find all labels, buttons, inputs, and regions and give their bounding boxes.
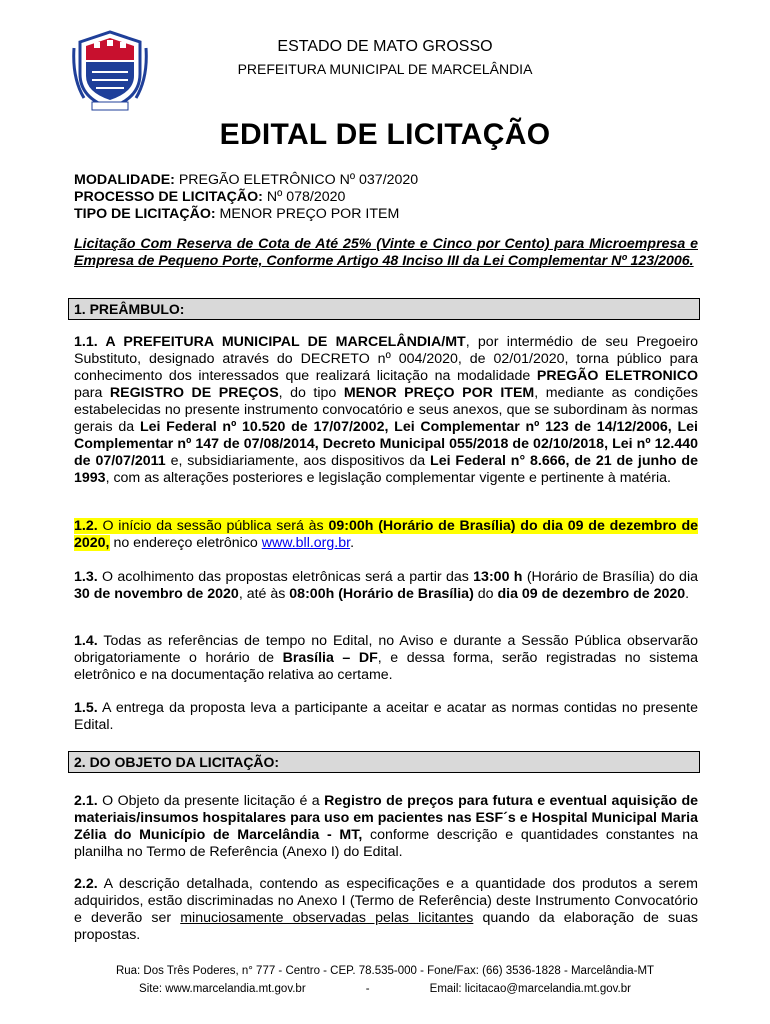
p13-text: (Horário de Brasília) do dia	[522, 569, 698, 585]
p11-tipo: MENOR PREÇO POR ITEM	[343, 385, 535, 401]
prefeitura-heading: PREFEITURA MUNICIPAL DE MARCELÂNDIA	[237, 61, 533, 77]
p13-text: , até às	[238, 586, 290, 602]
p22-underlined: minuciosamente observadas pelas licitantes	[180, 910, 474, 926]
paragraph-2-1	[74, 793, 698, 861]
processo-value: Nº 078/2020	[262, 189, 346, 205]
p14-number: 1.4.	[74, 633, 98, 649]
p11-text: , mediante as condições estabelecidas no presente instrumento convocatório e seus anexos, que se subordinam às normas gerais da	[74, 385, 698, 435]
footer-email: Email: licitacao@marcelandia.mt.gov.br	[429, 983, 631, 995]
section-heading-preambulo: 1. PREÂMBULO:	[68, 298, 700, 320]
p12-text: no endereço eletrônico	[109, 535, 262, 551]
modalidade-value: PREGÃO ELETRÔNICO Nº 037/2020	[174, 172, 419, 188]
paragraph-1-2	[74, 518, 698, 552]
p21-object: Registro de preços para futura e eventual aquisição de materiais/insumos hospitalares para uso em pacientes nas ESF´s e Hospital Municipal Maria Zélia do Município de Marcelândia - MT,	[74, 793, 699, 843]
paragraph-1-5	[74, 700, 698, 734]
p12-text: .	[350, 535, 355, 551]
footer-separator: -	[365, 983, 370, 995]
p11-registro: REGISTRO DE PREÇOS	[109, 385, 279, 401]
p15-number: 1.5.	[74, 700, 98, 716]
p21-text: conforme descrição e quantidades constantes na planilha no Termo de Referência (Anexo I) do Edital.	[74, 827, 699, 860]
p11-text: para	[74, 385, 110, 401]
p13-time: 13:00 h	[473, 569, 523, 585]
p13-text: O acolhimento das propostas eletrônicas será a partir das	[97, 569, 474, 585]
paragraph-1-4	[74, 633, 698, 684]
p14-text: , e dessa forma, serão registradas no sistema eletrônico e na documentação relativa ao certame.	[74, 650, 698, 683]
p11-text: , por intermédio de seu Pregoeiro Substituto, designado através do DECRETO nº 004/2020, de 02/01/2020, torna público para conhecimento dos interessados que realizará licitação na modalidade	[74, 334, 698, 384]
p13-time: 08:00h (Horário de Brasília)	[289, 586, 474, 602]
p21-text: O Objeto da presente licitação é a	[97, 793, 325, 809]
tipo-value: MENOR PREÇO POR ITEM	[215, 206, 400, 222]
procurement-metadata	[74, 172, 698, 223]
section-heading-objeto: 2. DO OBJETO DA LICITAÇÃO:	[68, 751, 700, 773]
p22-number: 2.2.	[74, 876, 98, 892]
state-heading: ESTADO DE MATO GROSSO	[277, 38, 493, 55]
p13-text: .	[685, 586, 690, 602]
paragraph-1-1	[74, 334, 698, 487]
tipo-line	[74, 206, 698, 223]
p11-laws: Lei Federal nº 10.520 de 17/07/2002, Lei Complementar nº 123 de 14/12/2006, Lei Complementar nº 147 de 07/08/2014, Decreto Municipal 055/2018 de 02/10/2018, Lei nº 12.440 de 07/07/2011	[74, 419, 699, 469]
paragraph-2-2	[74, 876, 698, 944]
p12-session-time: 09:00h (Horário de Brasília) do dia 09 de dezembro de 2020,	[74, 518, 698, 551]
modalidade-line	[74, 172, 698, 189]
footer-site: Site: www.marcelandia.mt.gov.br	[139, 983, 306, 995]
p12-number: 1.2.	[74, 518, 98, 534]
p11-text: e, subsidiariamente, aos dispositivos da	[165, 453, 431, 469]
tipo-label: TIPO DE LICITAÇÃO:	[74, 206, 216, 222]
p22-text: quando da elaboração de suas propostas.	[74, 910, 698, 943]
p15-text: A entrega da proposta leva a participante a aceitar e acatar as normas contidas no presente Edital.	[74, 700, 698, 733]
p21-number: 2.1.	[74, 793, 98, 809]
p14-text: Todas as referências de tempo no Edital, no Aviso e durante a Sessão Pública observarão obrigatoriamente o horário de	[74, 633, 698, 666]
p14-timezone: Brasília – DF	[282, 650, 378, 666]
p11-lead: 1.1. A PREFEITURA MUNICIPAL DE MARCELÂNDIA/MT	[74, 334, 466, 350]
footer-contacts	[0, 983, 770, 995]
p11-lei-8666: Lei Federal n° 8.666, de 21 de junho de 1993	[74, 453, 698, 486]
p11-text: , do tipo	[278, 385, 344, 401]
p11-modalidade: PREGÃO ELETRONICO	[536, 368, 698, 384]
modalidade-label: MODALIDADE:	[74, 172, 175, 188]
paragraph-1-3	[74, 569, 698, 603]
reserve-note: Licitação Com Reserva de Cota de Até 25% (Vinte e Cinco por Cento) para Microempresa e Empresa de Pequeno Porte, Conforme Artigo 48 Inciso III da Lei Complementar Nº 123/2006.	[74, 236, 698, 269]
document-title: EDITAL DE LICITAÇÃO	[219, 118, 551, 151]
footer-address: Rua: Dos Três Poderes, n° 777 - Centro - CEP. 78.535-000 - Fone/Fax: (66) 3536-1828 - Marcelândia-MT	[115, 965, 655, 977]
p11-text: , com as alterações posteriores e legislação complementar vigente e pertinente à matéria.	[105, 470, 671, 486]
bll-link[interactable]: www.bll.org.br	[261, 535, 351, 551]
processo-label: PROCESSO DE LICITAÇÃO:	[74, 189, 263, 205]
p13-text: do	[473, 586, 498, 602]
processo-line	[74, 189, 698, 206]
p13-date: dia 09 de dezembro de 2020	[497, 586, 686, 602]
p13-date: 30 de novembro de 2020	[74, 586, 239, 602]
p13-number: 1.3.	[74, 569, 98, 585]
p22-text: A descrição detalhada, contendo as especificações e a quantidade dos produtos a serem adquiridos, estão discriminadas no Anexo I (Termo de Referência) deste Instrumento Convocatório e deverão ser	[74, 876, 698, 926]
p12-text: O início da sessão pública será às	[97, 518, 329, 534]
